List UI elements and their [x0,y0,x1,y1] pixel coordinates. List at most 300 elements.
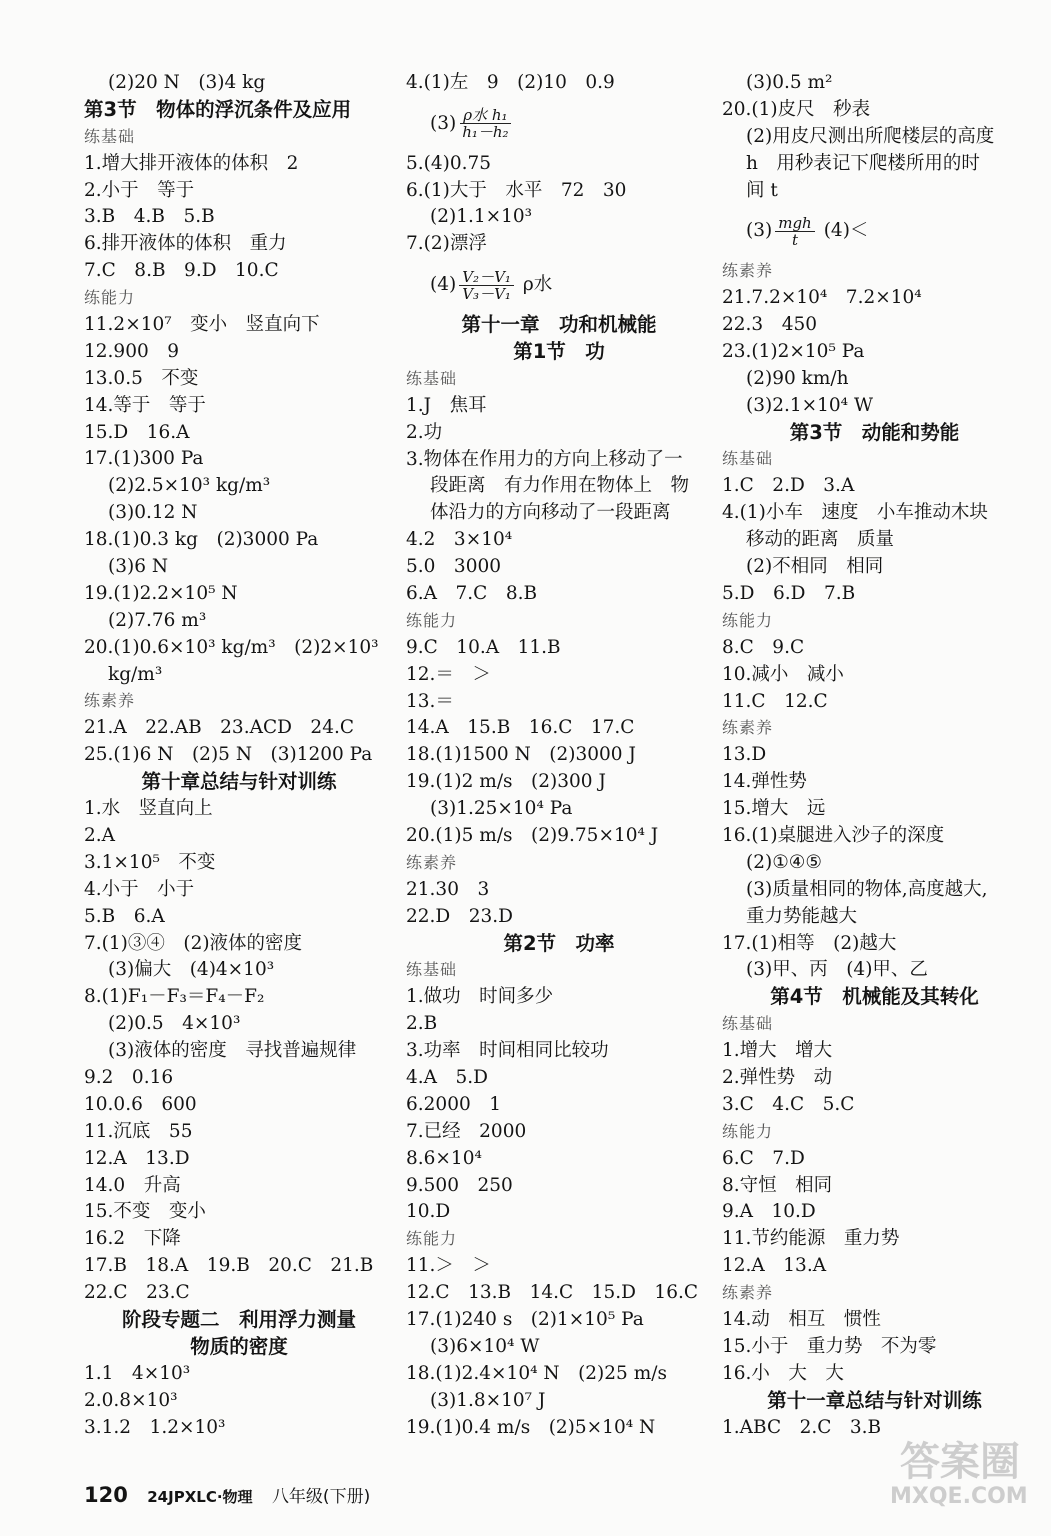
line-text: 11.沉底 55 [84,1120,193,1142]
answer-line [406,635,712,662]
answer-line [722,1173,1027,1200]
section-heading [722,1388,1027,1415]
line-text: 1.增大 增大 [722,1040,833,1062]
answer-line [84,1011,394,1038]
subsection-label [84,688,394,715]
book-code: 24JPXLC·物理 [147,1488,253,1506]
answer-line [84,500,394,527]
line-text: 11.＞ ＞ [406,1255,491,1277]
line-text: (2)用皮尺测出所爬楼层的高度 [746,125,995,147]
line-text: 重力势能越大 [746,905,858,927]
subsection-label [722,258,1027,285]
answer-line [406,769,712,796]
line-text: 3.C 4.C 5.C [722,1093,855,1115]
answer-line [406,1146,712,1173]
fraction-numerator: V₂－V₁ [459,269,514,286]
line-text: 1.做功 时间多少 [406,986,554,1008]
answer-line [722,635,1027,662]
fraction [459,269,514,302]
line-text: 16.(1)桌腿进入沙子的深度 [722,824,945,846]
answer-line [406,1388,712,1415]
section-heading [406,312,712,339]
line-text: 练素养 [722,1283,774,1303]
answer-line [406,473,712,500]
answer-line [84,446,394,473]
line-text: 练能力 [406,610,458,630]
answer-line [84,581,394,608]
line-text: 18.(1)0.3 kg (2)3000 Pa [84,529,319,551]
subsection-label [406,366,712,393]
answer-line [84,1119,394,1146]
line-text: 体沿力的方向移动了一段距离 [430,502,671,524]
section-heading [722,984,1027,1011]
line-text: 21.30 3 [406,878,490,900]
answer-line [722,285,1027,312]
line-text: 1.增大排开液体的体积 2 [84,152,299,174]
answer-column-right [722,70,1027,1441]
line-text: 第2节 功率 [503,931,615,955]
subsection-label [722,446,1027,473]
line-text: 14.A 15.B 16.C 17.C [406,717,635,739]
answer-line [84,1253,394,1280]
answer-line [84,662,394,689]
line-text: 12.900 9 [84,340,180,362]
line-text: 6.(1)大于 水平 72 30 [406,179,627,201]
line-text: 4.(1)小车 速度 小车推动木块 [722,502,988,524]
answer-line [84,1092,394,1119]
answer-line [722,527,1027,554]
answer-line [722,796,1027,823]
answer-line [84,823,394,850]
answer-line [406,904,712,931]
answer-line [84,877,394,904]
line-text: 段距离 有力作用在物体上 物 [430,475,690,497]
answer-line [722,97,1027,124]
answer-line [722,1226,1027,1253]
answer-line [84,1199,394,1226]
answer-line [722,742,1027,769]
line-text: 14.弹性势 [722,771,807,793]
answer-line [406,554,712,581]
line-text: 移动的距离 质量 [746,529,895,551]
line-text: 7.(2)漂浮 [406,233,487,255]
line-text: 练基础 [406,960,458,980]
answer-line [406,1092,712,1119]
line-text: 9.500 250 [406,1174,513,1196]
line-text: 12.A 13.A [722,1255,827,1277]
answer-line [406,447,712,474]
line-text: (3)偏大 (4)4×10³ [108,959,275,981]
answer-line [406,1253,712,1280]
line-text: (4) [430,274,457,296]
section-heading [84,1307,394,1334]
answer-line [84,554,394,581]
line-text: 18.(1)1500 N (2)3000 J [406,744,636,766]
answer-line [722,823,1027,850]
answer-line [406,984,712,1011]
line-text: 19.(1)0.4 m/s (2)5×10⁴ N [406,1416,656,1438]
line-text: 16.小 大 大 [722,1362,844,1384]
answer-line [722,1307,1027,1334]
answer-line [722,877,1027,904]
answer-line [84,1361,394,1388]
answer-line [84,339,394,366]
answer-line [406,97,712,151]
answer-line [406,151,712,178]
answer-line [84,715,394,742]
line-text: 3.1×10⁵ 不变 [84,851,216,873]
line-text: 13.0.5 不变 [84,367,199,389]
answer-line [406,1038,712,1065]
answer-column-left [84,70,394,1441]
line-text: 22.D 23.D [406,905,514,927]
line-text: 17.(1)相等 (2)越大 [722,932,897,954]
line-text: 11.节约能源 重力势 [722,1228,900,1250]
line-text: 15.不变 变小 [84,1201,206,1223]
line-text: 3.B 4.B 5.B [84,206,215,228]
line-text: 2.B [406,1013,438,1035]
line-text: 20.(1)皮尺 秒表 [722,98,871,120]
subsection-label [722,715,1027,742]
line-text: 12.＝ ＞ [406,663,491,685]
line-text: 8.(1)F₁－F₃＝F₄－F₂ [84,986,265,1008]
line-text: 8.守恒 相同 [722,1174,833,1196]
line-text: 6.排开液体的体积 重力 [84,233,287,255]
answer-line [722,124,1027,151]
answer-line [84,1388,394,1415]
line-text: (2)90 km/h [746,367,849,389]
line-text: 14.动 相互 惯性 [722,1308,881,1330]
line-text: 第3节 物体的浮沉条件及应用 [84,97,352,121]
line-text: 5.D 6.D 7.B [722,582,856,604]
answer-column-middle [406,70,712,1441]
answer-line [722,366,1027,393]
fraction [459,107,511,140]
line-text: 9.2 0.16 [84,1066,174,1088]
line-text: 练素养 [406,852,458,872]
answer-line [84,473,394,500]
line-text: 22.C 23.C [84,1282,190,1304]
line-text: (3) [430,112,457,134]
fraction-denominator: h₁－h₂ [462,123,509,142]
line-text: 3.功率 时间相同比较功 [406,1040,609,1062]
answer-line [406,1361,712,1388]
line-text: 4.2 3×10⁴ [406,529,513,551]
answer-line [84,151,394,178]
line-text: (3)0.5 m² [746,72,833,93]
answer-line [722,178,1027,205]
line-text: 2.弹性势 动 [722,1066,833,1088]
line-text: 6.C 7.D [722,1147,805,1169]
answer-line [84,1038,394,1065]
subsection-label [722,608,1027,635]
answer-line [722,204,1027,258]
line-text: 1.J 焦耳 [406,394,487,416]
line-text: 12.A 13.D [84,1147,190,1169]
line-text: (3)2.1×10⁴ W [746,394,873,416]
subsection-label [406,1226,712,1253]
answer-line [722,151,1027,178]
answer-line [406,877,712,904]
line-text: 7.(1)③④ (2)液体的密度 [84,932,303,954]
line-text: (3)1.8×10⁷ J [430,1389,546,1411]
answer-line [722,1065,1027,1092]
answer-line [84,231,394,258]
subsection-label [84,285,394,312]
answer-line [84,1146,394,1173]
answer-line [84,608,394,635]
line-text: 22.3 450 [722,314,818,336]
line-suffix: ρ水 [522,274,553,296]
line-text: 4.小于 小于 [84,878,195,900]
answer-line [84,1065,394,1092]
answer-line [722,1146,1027,1173]
answer-line [722,931,1027,958]
line-text: 1.1 4×10³ [84,1362,191,1384]
answer-line [406,204,712,231]
line-text: 5.(4)0.75 [406,152,492,174]
line-text: 练能力 [406,1229,458,1249]
line-text: (3)甲、丙 (4)甲、乙 [746,959,928,981]
answer-line [84,1226,394,1253]
answer-line [406,662,712,689]
line-text: 10.减小 减小 [722,663,844,685]
line-text: 1.ABC 2.C 3.B [722,1416,882,1438]
answer-line [722,850,1027,877]
line-text: 11.2×10⁷ 变小 竖直向下 [84,314,320,336]
line-text: 14.0 升高 [84,1174,181,1196]
line-suffix: (4)＜ [823,220,869,242]
answer-line [84,258,394,285]
line-text: 练能力 [722,1121,774,1141]
line-text: 练能力 [84,288,136,308]
answer-line [406,1011,712,1038]
line-text: 17.(1)240 s (2)1×10⁵ Pa [406,1309,644,1330]
answer-line [406,1307,712,1334]
line-text: (2)2.5×10³ kg/m³ [108,475,271,497]
line-text: (2)7.76 m³ [108,609,207,631]
subsection-label [722,1011,1027,1038]
line-text: (3)0.12 N [108,502,198,524]
answer-line [406,500,712,527]
line-text: (3)液体的密度 寻找普遍规律 [108,1040,357,1062]
answer-line [84,1280,394,1307]
answer-line [722,1092,1027,1119]
answer-line [722,473,1027,500]
line-text: 7.已经 2000 [406,1120,527,1142]
line-text: 9.A 10.D [722,1201,816,1223]
subsection-label [406,608,712,635]
line-text: 13.D [722,744,767,766]
line-text: 12.C 13.B 14.C 15.D 16.C [406,1282,698,1304]
answer-line [84,204,394,231]
line-text: 练基础 [84,126,136,146]
line-text: (2)1.1×10³ [430,206,533,228]
answer-line [84,70,394,97]
line-text: 21.7.2×10⁴ 7.2×10⁴ [722,287,922,309]
answer-line [406,715,712,742]
line-text: 6.A 7.C 8.B [406,582,538,604]
line-text: 8.6×10⁴ [406,1147,482,1169]
line-text: 13.＝ [406,690,454,712]
answer-line [84,393,394,420]
subsection-label [406,957,712,984]
answer-line [84,850,394,877]
section-heading [84,1334,394,1361]
line-text: 8.C 9.C [722,636,805,658]
line-text: 4.A 5.D [406,1066,488,1088]
line-text: 15.小于 重力势 不为零 [722,1335,937,1357]
line-text: 9.C 10.A 11.B [406,636,561,658]
answer-line [722,1199,1027,1226]
line-text: (3) [746,220,773,242]
subsection-label [406,850,712,877]
line-text: 19.(1)2.2×10⁵ N [84,582,238,604]
line-text: 练基础 [722,1014,774,1034]
answer-line [84,366,394,393]
line-text: 间 t [746,179,778,201]
line-text: 第十一章 功和机械能 [461,313,657,337]
answer-line [406,1199,712,1226]
watermark-logo: 答案圈 [900,1439,1020,1485]
answer-line [84,957,394,984]
answer-line [722,500,1027,527]
answer-line [722,904,1027,931]
answer-line [406,231,712,258]
section-heading [406,339,712,366]
line-text: (2)20 N (3)4 kg [108,72,266,93]
answer-line [84,635,394,662]
answer-line [84,931,394,958]
fraction-numerator: mgh [775,215,815,232]
answer-line [722,957,1027,984]
answer-line [406,420,712,447]
line-text: 16.2 下降 [84,1228,181,1250]
line-text: 阶段专题二 利用浮力测量 [121,1307,356,1331]
section-heading [84,97,394,124]
answer-line [406,1415,712,1442]
line-text: 10.D [406,1201,451,1223]
answer-line [722,581,1027,608]
line-text: 2.功 [406,421,443,443]
answer-line [84,1173,394,1200]
line-text: 17.B 18.A 19.B 20.C 21.B [84,1255,374,1277]
line-text: (2)①④⑤ [746,851,822,873]
answer-line [406,1280,712,1307]
line-text: 5.0 3000 [406,556,502,578]
line-text: 第十章总结与针对训练 [141,770,337,794]
answer-line [84,312,394,339]
answer-line [84,1415,394,1442]
line-text: 6.2000 1 [406,1093,502,1115]
line-text: 1.C 2.D 3.A [722,475,855,497]
line-text: (3)6×10⁴ W [430,1335,540,1357]
answer-line [722,1334,1027,1361]
grade-label: 八年级(下册) [271,1487,371,1507]
line-text: 第1节 功 [513,339,605,363]
answer-line [722,312,1027,339]
answer-line [84,984,394,1011]
answer-line [84,527,394,554]
line-text: 4.(1)左 9 (2)10 0.9 [406,72,615,93]
answer-line [406,581,712,608]
answer-line [406,393,712,420]
subsection-label [84,124,394,151]
line-text: (2)不相同 相同 [746,556,884,578]
line-text: 第4节 机械能及其转化 [770,985,979,1009]
line-text: 25.(1)6 N (2)5 N (3)1200 Pa [84,744,373,766]
line-text: 18.(1)2.4×10⁴ N (2)25 m/s [406,1362,667,1384]
line-text: 物质的密度 [190,1334,288,1358]
line-text: 第十一章总结与针对训练 [767,1388,982,1412]
answer-line [722,769,1027,796]
answer-line [722,1361,1027,1388]
answer-line [406,527,712,554]
fraction-denominator: t [791,230,798,249]
answer-line [406,70,712,97]
subsection-label [722,1280,1027,1307]
line-text: 1.水 竖直向上 [84,798,213,820]
page-number: 120 [84,1483,128,1507]
answer-line [406,742,712,769]
line-text: 练素养 [722,261,774,281]
line-text: 练能力 [722,610,774,630]
line-text: 练素养 [84,691,136,711]
answer-line [722,554,1027,581]
line-text: (2)0.5 4×10³ [108,1013,241,1035]
answer-line [84,904,394,931]
line-text: 11.C 12.C [722,690,828,712]
fraction-denominator: V₃－V₁ [462,284,511,303]
line-text: 21.A 22.AB 23.ACD 24.C [84,717,355,739]
answer-line [722,662,1027,689]
section-heading [406,931,712,958]
answer-line [84,420,394,447]
line-text: 3.1.2 1.2×10³ [84,1416,226,1438]
answer-line [406,178,712,205]
answer-line [84,742,394,769]
answer-line [84,178,394,205]
line-text: kg/m³ [108,663,163,685]
section-heading [722,420,1027,447]
answer-line [406,689,712,716]
line-text: (3)质量相同的物体,高度越大, [746,878,988,900]
answer-line [722,689,1027,716]
watermark-url: MXQE.COM [890,1484,1028,1509]
answer-line [722,339,1027,366]
answer-line [406,796,712,823]
answer-line [84,796,394,823]
answer-line [406,258,712,312]
line-text: 10.0.6 600 [84,1093,197,1115]
line-text: 7.C 8.B 9.D 10.C [84,260,279,282]
line-text: 第3节 动能和势能 [789,420,960,444]
line-text: 17.(1)300 Pa [84,448,204,470]
answer-line [722,1253,1027,1280]
answer-line [406,823,712,850]
line-text: (3)1.25×10⁴ Pa [430,798,573,820]
line-text: 19.(1)2 m/s (2)300 J [406,771,606,793]
fraction-numerator: ρ水 h₁ [460,107,510,124]
answer-line [406,1334,712,1361]
line-text: 20.(1)0.6×10³ kg/m³ (2)2×10³ [84,636,379,658]
answer-line [406,1065,712,1092]
line-text: 20.(1)5 m/s (2)9.75×10⁴ J [406,824,659,846]
line-text: (3)6 N [108,556,169,578]
line-text: 2.小于 等于 [84,179,195,201]
line-text: h 用秒表记下爬楼所用的时 [746,152,980,174]
line-text: 练基础 [722,449,774,469]
